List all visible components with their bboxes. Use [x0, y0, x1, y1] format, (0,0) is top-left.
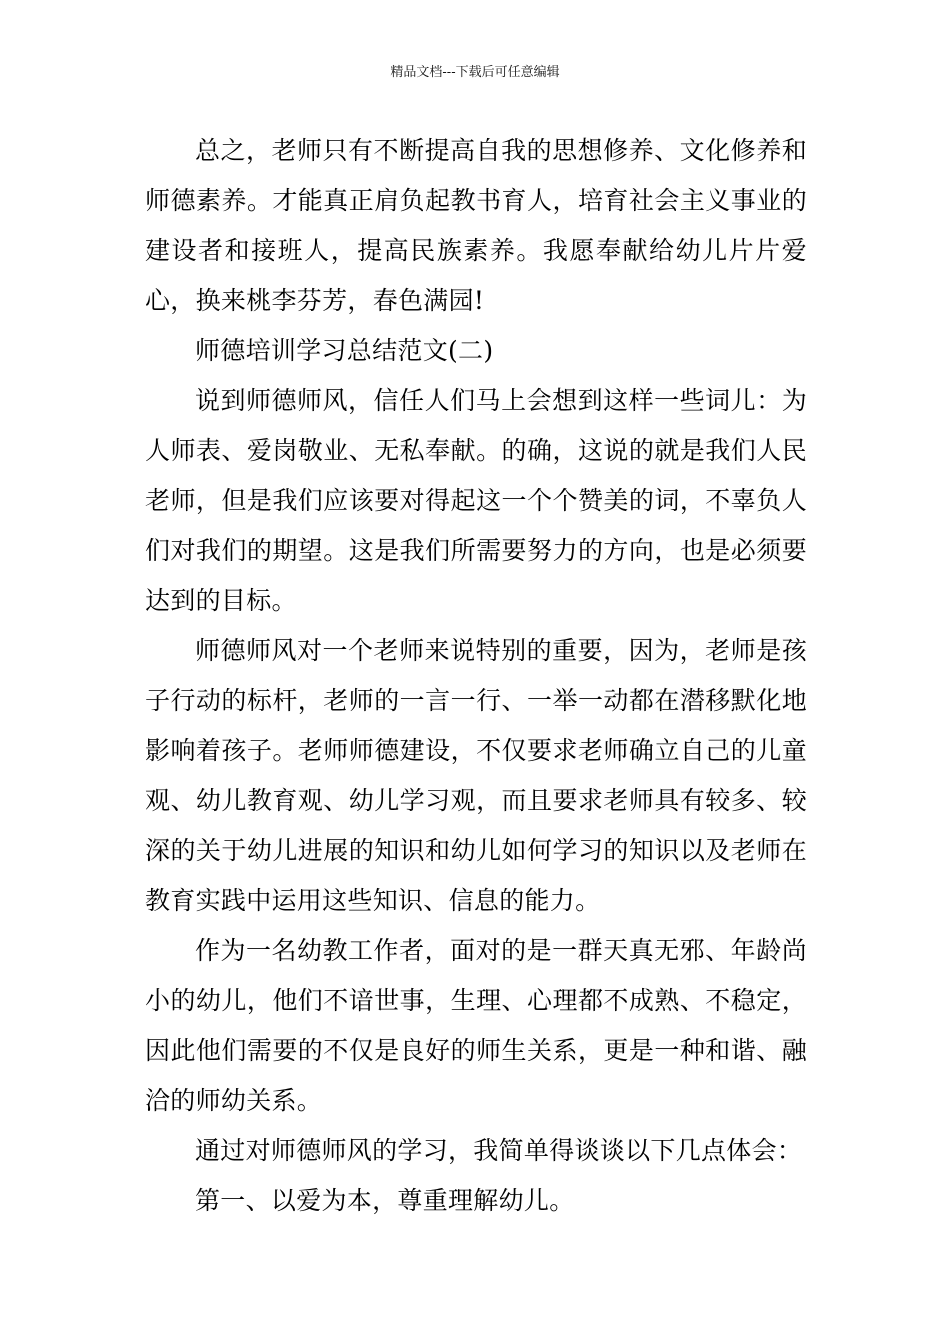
paragraph-importance: 师德师风对一个老师来说特别的重要，因为，老师是孩子行动的标杆，老师的一言一行、一举一动都在潜移默化地影响着孩子。老师师德建设，不仅要求老师确立自己的儿童观、幼儿教育观、幼儿学习观，而且要求老师具有较多、较深的关于幼儿进展的知识和幼儿如何学习的知识以及老师在教育实践中运用这些知识、信息的能力。 — [145, 636, 807, 915]
document-body — [145, 126, 807, 1226]
paragraph-experience: 通过对师德师风的学习，我简单得谈谈以下几点体会： — [195, 1136, 803, 1165]
paragraph-role: 作为一名幼教工作者，面对的是一群天真无邪、年龄尚小的幼儿，他们不谙世事，生理、心理都不成熟、不稳定，因此他们需要的不仅是良好的师生关系，更是一种和谐、融洽的师幼关系。 — [145, 936, 807, 1115]
section-title: 师德培训学习总结范文(二) — [195, 336, 494, 365]
page-header: 精品文档---下载后可任意编辑 — [390, 65, 560, 80]
paragraph-conclusion: 总之，老师只有不断提高自我的思想修养、文化修养和师德素养。才能真正肩负起教书育人，培育社会主义事业的建设者和接班人，提高民族素养。我愿奉献给幼儿片片爱心，换来桃李芬芳，春色满园! — [145, 136, 807, 315]
paragraph-point-one: 第一、以爱为本，尊重理解幼儿。 — [195, 1186, 575, 1215]
paragraph-intro: 说到师德师风，信任人们马上会想到这样一些词儿：为人师表、爱岗敬业、无私奉献。的确，这说的就是我们人民老师，但是我们应该要对得起这一个个赞美的词，不辜负人们对我们的期望。这是我们所需要努力的方向，也是必须要达到的目标。 — [145, 386, 807, 615]
